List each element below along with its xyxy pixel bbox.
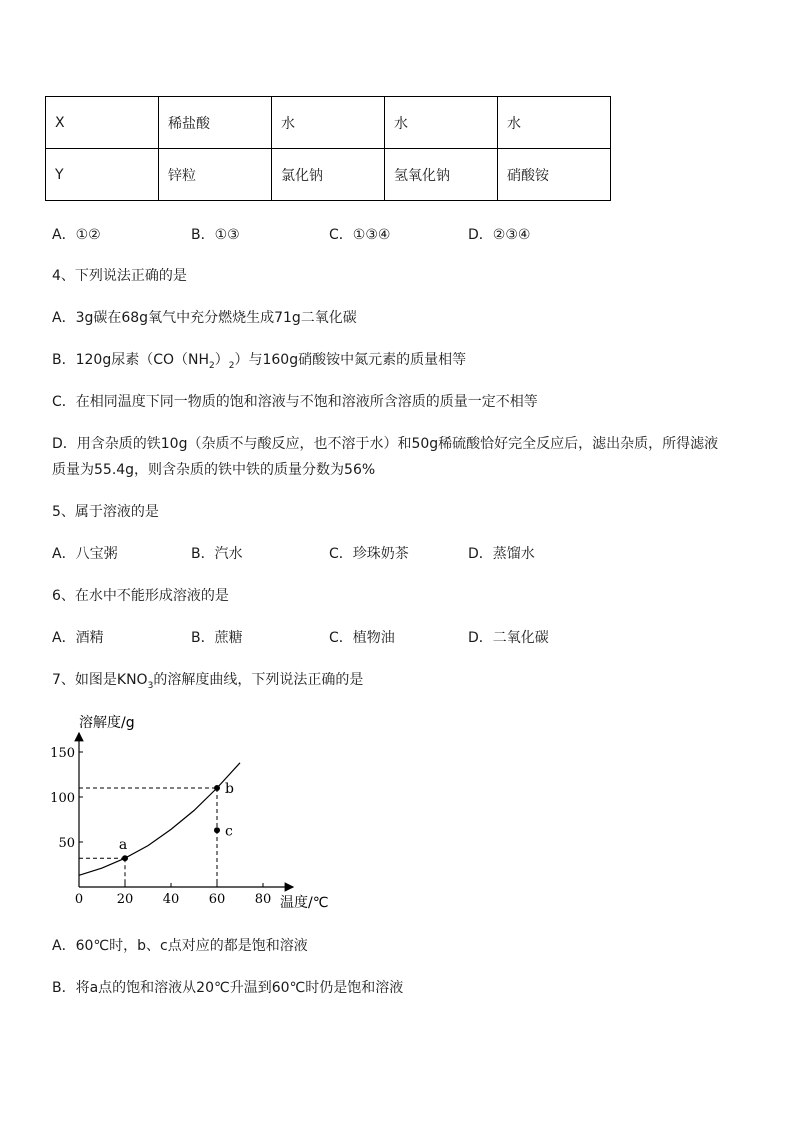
point-label-a: a	[118, 837, 128, 854]
table-cell: 水	[498, 97, 611, 149]
table-cell: 氢氧化钠	[385, 149, 498, 201]
q5-option-d[interactable]: D．蒸馏水	[468, 546, 535, 562]
solubility-chart	[0, 700, 360, 920]
q4-option-d-line2: 质量为55.4g，则含杂质的铁中铁的质量分数为56%	[52, 462, 376, 478]
table-cell: 水	[272, 97, 385, 149]
point-b	[214, 785, 220, 791]
table-row	[46, 149, 611, 201]
q4-stem: 4、下列说法正确的是	[52, 268, 187, 284]
q4-option-c[interactable]: C．在相同温度下同一物质的饱和溶液与不饱和溶液所含溶质的质量一定不相等	[52, 394, 538, 410]
y-tick-label: 150	[50, 746, 75, 761]
q7-stem-pre: 7、如图是KNO	[52, 672, 148, 688]
point-label-c: c	[225, 823, 233, 840]
q6-option-c[interactable]: C．植物油	[329, 630, 395, 646]
q4-b-sub2: 2	[228, 361, 235, 371]
q7-option-b[interactable]: B．将a点的饱和溶液从20℃升温到60℃时仍是饱和溶液	[52, 980, 404, 996]
q7-stem	[52, 669, 363, 689]
x-axis-label: 温度/℃	[280, 895, 329, 911]
q4-option-b[interactable]	[52, 349, 466, 369]
q5-stem: 5、属于溶液的是	[52, 504, 159, 520]
table-cell: 水	[385, 97, 498, 149]
table-cell: Y	[46, 149, 159, 201]
y-tick-label: 50	[58, 836, 75, 851]
q3-option-a[interactable]: A．①②	[52, 227, 101, 243]
q4-b-post: ）与160g硝酸铵中氮元素的质量相等	[234, 352, 467, 368]
q3-option-c[interactable]: C．①③④	[329, 227, 391, 243]
q4-b-sub: 2	[209, 361, 215, 371]
q4-option-d-line1[interactable]: D．用含杂质的铁10g（杂质不与酸反应，也不溶于水）和50g稀硫酸恰好完全反应后，滤出杂质，所得滤液	[52, 436, 719, 452]
q7-stem-sub: 3	[147, 681, 154, 691]
x-tick-label: 40	[162, 892, 180, 907]
q4-b-mid: ）	[214, 352, 229, 368]
q3-option-d[interactable]: D．②③④	[468, 227, 531, 243]
q6-stem: 6、在水中不能形成溶液的是	[52, 588, 229, 604]
q4-b-pre: B．120g尿素（CO（NH	[52, 352, 210, 368]
point-a	[122, 855, 128, 861]
table-row	[46, 97, 611, 149]
q7-stem-post: 的溶解度曲线，下列说法正确的是	[153, 672, 364, 688]
x-tick-label: 20	[116, 892, 134, 907]
q7-option-a[interactable]: A．60℃时，b、c点对应的都是饱和溶液	[52, 938, 308, 954]
q6-option-d[interactable]: D．二氧化碳	[468, 630, 549, 646]
table-cell: 稀盐酸	[159, 97, 272, 149]
q5-option-c[interactable]: C．珍珠奶茶	[329, 546, 409, 562]
table-cell: 硝酸铵	[498, 149, 611, 201]
q3-option-b[interactable]: B．①③	[191, 227, 240, 243]
x-tick-label: 0	[74, 892, 84, 907]
x-tick-label: 80	[254, 892, 272, 907]
table-cell: 氯化钠	[272, 149, 385, 201]
point-label-b: b	[225, 781, 234, 797]
xy-table	[45, 96, 611, 201]
table-cell: X	[46, 97, 159, 149]
point-c	[214, 827, 220, 833]
q6-option-b[interactable]: B．蔗糖	[191, 630, 243, 646]
y-axis-label: 溶解度/g	[79, 715, 135, 731]
y-tick-label: 100	[50, 791, 75, 806]
q5-option-b[interactable]: B．汽水	[191, 546, 243, 562]
q4-option-a[interactable]: A．3g碳在68g氧气中充分燃烧生成71g二氧化碳	[52, 310, 357, 326]
q6-option-a[interactable]: A．酒精	[52, 630, 104, 646]
x-tick-label: 60	[208, 892, 226, 907]
q5-option-a[interactable]: A．八宝粥	[52, 546, 118, 562]
table-cell: 锌粒	[159, 149, 272, 201]
